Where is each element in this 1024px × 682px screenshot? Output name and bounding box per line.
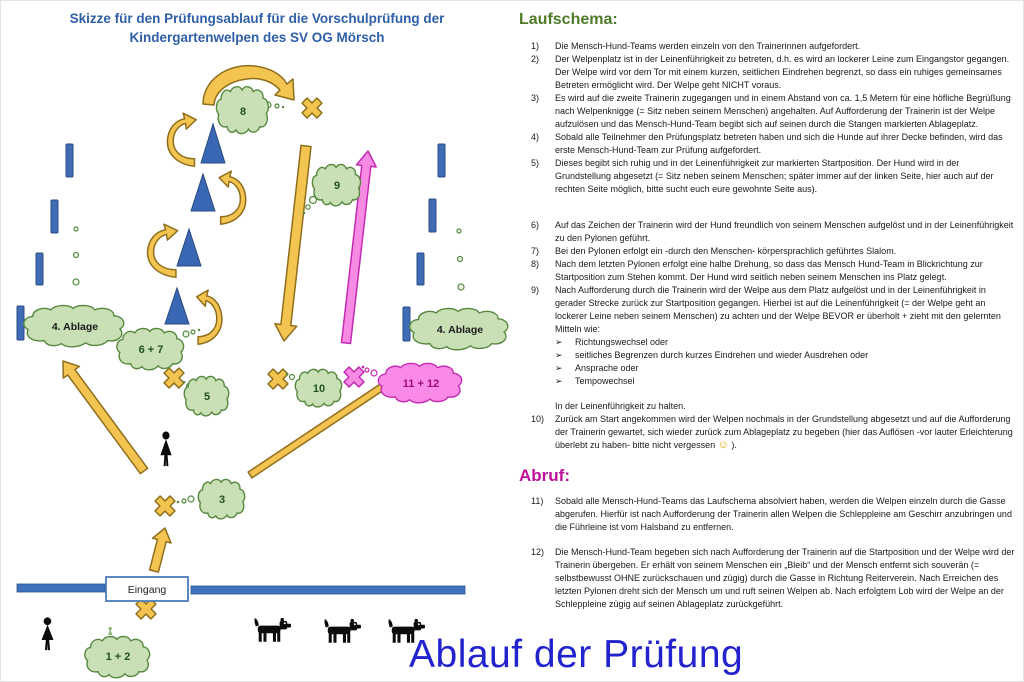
list-item-2 bbox=[513, 53, 1015, 92]
item-number: 2) bbox=[531, 54, 540, 64]
list-item-7 bbox=[513, 245, 1015, 258]
item-9-closing: In der Leinenführigkeit zu halten. bbox=[555, 401, 686, 411]
curve-arrow-4 bbox=[197, 290, 222, 344]
item-text: Sobald alle Teilnehmer den Prüfungsplatz betreten haben und sich die Hunde auf ihrer Decke befinden, wird das erste Mensch-Hund-Team zur Prüfung aufgefordert. bbox=[555, 132, 1003, 155]
arrow-down-yellow bbox=[275, 145, 311, 341]
sketch-title bbox=[43, 9, 471, 47]
svg-text:8: 8 bbox=[239, 106, 247, 118]
item-number: 4) bbox=[531, 132, 540, 142]
step-cloud-9 bbox=[312, 165, 360, 206]
arrow-bullet-icon: ➢ bbox=[555, 376, 563, 386]
item-text: Die Mensch-Hund-Team begeben sich nach Aufforderung der Trainerin auf die Startposition und der Welpe wird der Trainerin übergeben. Er erhält von seinem Menschen ein „Bleib“ und der Mensch entfernt sich souverän (= selbstbewusst OHNE zurückschauen und zügig) durch die Gasse in Richtung Reiterverein. Nach Erreichen des letzten Pylonen dreht sich der Mensch um und ruft seinen Welpen ab. Nach erfolgtem Lob wird der Welpe an der Schleppleine zügig auf seinen Ablageplatz zurückgeführt. bbox=[555, 547, 1015, 609]
page-caption: Ablauf der Prüfung bbox=[409, 633, 744, 676]
trainer-icon bbox=[160, 431, 171, 466]
list-item-1 bbox=[513, 40, 1015, 53]
item-number: 9) bbox=[531, 285, 540, 295]
item-text: Zurück am Start angekommen wird der Welpen nochmals in der Grundstellung abgesetzt und auf die Aufforderung der Trainerin gewartet, sich wieder zurück zum Ablageplatz zu begeben (hier das Auflösen -vor lauter Erleichterung überlebt zu haben- bitte nicht vergessen ☺ ). bbox=[555, 414, 1013, 451]
entrance-fence bbox=[17, 577, 465, 601]
curve-arrow-2 bbox=[219, 171, 246, 224]
sub-bullet: ➢ Richtungswechsel oder bbox=[555, 337, 669, 347]
ablage-cloud-left bbox=[24, 306, 124, 347]
item-number: 12) bbox=[531, 547, 545, 557]
step-cloud-1-2 bbox=[85, 627, 150, 678]
smiley-icon: ☺ bbox=[717, 439, 729, 451]
item-text: Bei den Pylonen erfolgt ein -durch den Menschen- körpersprachlich geführtes Slalom. bbox=[555, 246, 897, 256]
svg-text:3: 3 bbox=[218, 494, 226, 506]
item-text: Es wird auf die zweite Trainerin zugegangen und in einem Abstand von ca. 1,5 Metern für eine höfliche Begrüßung nach Welpenknigge (= Sitz neben seinem Menschen) angehalten. Auf Aufforderung der Trainerin ist der Welpe aufzulösen und das Mensch-Hund-Team begibt sich auf seinen durch die Stangen markierten Ablageplatz. bbox=[555, 93, 1011, 129]
laufschema-heading: Laufschema: bbox=[519, 11, 618, 28]
list-item-6 bbox=[513, 219, 1015, 245]
svg-text:4. Ablage: 4. Ablage bbox=[436, 324, 484, 336]
svg-text:10: 10 bbox=[312, 383, 326, 395]
step-cloud-6-7 bbox=[117, 329, 184, 370]
x-mark-step11 bbox=[339, 362, 369, 392]
sub-bullet: ➢ Tempowechsel bbox=[555, 376, 635, 386]
arrow-bullet-icon: ➢ bbox=[555, 363, 563, 373]
arrow-bullet-icon: ➢ bbox=[555, 337, 563, 347]
sub-bullet: ➢ seitliches Begrenzen durch kurzes Eindrehen und wieder Ausdrehen oder bbox=[555, 350, 869, 360]
item-text: Sobald alle Mensch-Hund-Teams das Laufschema absolviert haben, werden die Welpen einzeln durch die Gasse abgerufen. Hierfür ist nach Aufforderung der Trainerin allen Welpen die Schleppleine am Geschirr anzubringen und die Führleine ist vom Halsband zu entfernen. bbox=[555, 496, 1012, 532]
step-cloud-11-12 bbox=[378, 363, 461, 402]
step-cloud-10 bbox=[295, 369, 341, 407]
sub-bullet: ➢ Ansprache oder bbox=[555, 363, 639, 373]
item-number: 8) bbox=[531, 259, 540, 269]
arrow-entrance-up bbox=[150, 528, 171, 572]
item-number: 7) bbox=[531, 246, 540, 256]
svg-text:11 + 12: 11 + 12 bbox=[402, 378, 440, 390]
item-number: 3) bbox=[531, 93, 540, 103]
arrow-to-left-ablage bbox=[63, 361, 148, 474]
item-number: 5) bbox=[531, 158, 540, 168]
course-sketch-svg bbox=[1, 1, 511, 682]
svg-text:1 + 2: 1 + 2 bbox=[105, 651, 131, 663]
item-text: Der Welpenplatz ist in der Leinenführigkeit zu betreten, d.h. es wird an lockerer Leine zum Eingangstor gegangen. Der Welpe wird vor dem Tor mit einem kurzen, seitlichen Eindrehen begrenzt, so dass ein ruhiges gemeinsames Betreten ermöglicht wird. Der Welpe geht NICHT voraus. bbox=[555, 54, 1010, 90]
curve-arrow-1 bbox=[167, 113, 196, 166]
svg-text:9: 9 bbox=[333, 180, 341, 192]
list-item-12 bbox=[513, 546, 1015, 611]
instructions-column bbox=[513, 11, 1015, 611]
handler-icon bbox=[42, 617, 54, 650]
svg-text:6 + 7: 6 + 7 bbox=[138, 344, 164, 356]
tiny-figure-icon bbox=[108, 627, 112, 635]
list-item-3 bbox=[513, 92, 1015, 131]
item-number: 11) bbox=[531, 496, 544, 506]
item-number: 1) bbox=[531, 41, 540, 51]
sketch-title-line1: Skizze für den Prüfungsablauf für die Vorschulprüfung der bbox=[69, 11, 445, 26]
x-mark-step3 bbox=[150, 491, 180, 521]
sketch-title-line2: Kindergartenwelpen des SV OG Mörsch bbox=[129, 30, 385, 45]
svg-text:5: 5 bbox=[203, 391, 211, 403]
item-text: Nach dem letzten Pylonen erfolgt eine halbe Drehung, so dass das Mensch Hund-Team in Blickrichtung zur Startposition zum Stehen kommt. Der Hund wird seitlich neben seinem Menschen ins Platz gelegt. bbox=[555, 259, 983, 282]
list-item-8 bbox=[513, 258, 1015, 284]
item-text: Dieses begibt sich ruhig und in der Leinenführigkeit zur markierten Startposition. Der Hund wird in der Grundstellung abgesetzt (= Sitz neben seinem Menschen; später immer auf der linken Seite, hier auch auf der rechten Seite möglich, bitte sucht euch eure gewohnte Seite aus). bbox=[555, 158, 994, 194]
list-item-4 bbox=[513, 131, 1015, 157]
item-number: 6) bbox=[531, 220, 540, 230]
x-mark-step10 bbox=[263, 364, 293, 394]
ablage-cloud-right bbox=[410, 309, 508, 350]
curve-arrow-3 bbox=[148, 224, 178, 277]
svg-text:4. Ablage: 4. Ablage bbox=[51, 321, 99, 333]
arrow-bullet-icon: ➢ bbox=[555, 350, 563, 360]
entrance-label: Eingang bbox=[127, 584, 167, 596]
list-item-11 bbox=[513, 495, 1015, 534]
item-text: Nach Aufforderung durch die Trainerin wird der Welpe aus dem Platz aufgelöst und in der Leinenführigkeit in gerader Strecke zurück zur Startposition gegangen. Hierbei ist auf die Leinenführigkeit (= der Welpe geht an lockerer Leine neben seinem Menschen) zu achten und der Welpe BEVOR er überholt + zieht mit den gelernten Mitteln wie: bbox=[555, 285, 1001, 334]
x-mark-top bbox=[297, 93, 327, 123]
item-number: 10) bbox=[531, 414, 545, 424]
step-cloud-3 bbox=[198, 479, 244, 518]
item-9-sublist bbox=[513, 336, 1015, 388]
list-item-5 bbox=[513, 157, 1015, 196]
item-text: Auf das Zeichen der Trainerin wird der Hund freundlich von seinem Menschen aufgelöst und in der Leinenführigkeit zu den Pylonen geführt. bbox=[555, 220, 1014, 243]
list-item-10 bbox=[513, 413, 1015, 452]
dog-icon bbox=[325, 619, 361, 643]
list-item-9 bbox=[513, 284, 1015, 336]
dog-icon bbox=[255, 618, 291, 642]
step-cloud-8 bbox=[216, 87, 268, 134]
abruf-heading: Abruf: bbox=[519, 466, 570, 485]
step-cloud-5 bbox=[184, 376, 228, 415]
item-text: Die Mensch-Hund-Teams werden einzeln von den Trainerinnen aufgefordert. bbox=[555, 41, 861, 51]
